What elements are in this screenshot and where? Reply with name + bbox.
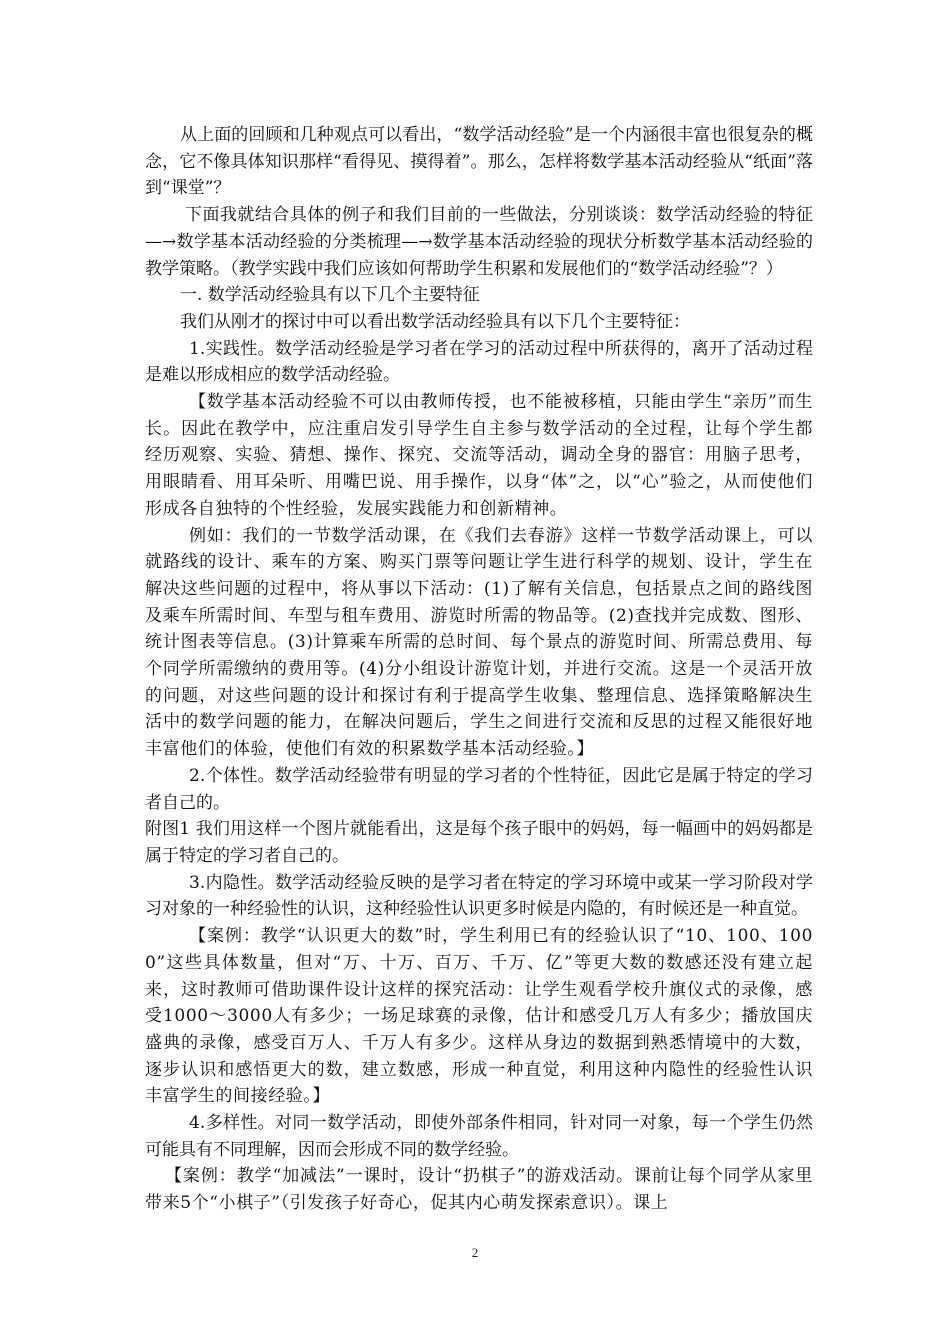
paragraph-practical-note: 【数学基本活动经验不可以由教师传授，也不能被移植，只能由学生“亲历”而生长。因此在教学中，应注重启发引导学生自主参与数学活动的全过程，让每个学生都经历观察、实验、猜想、操作、探究、交流等活动，调动全身的器官：用脑子思考，用眼睛看、用耳朵听、用嘴巴说、用手操作，以身“体”之，以“心”验之，从而使他们形成各自独特的个性经验，发展实践能力和创新精神。 xyxy=(145,392,813,519)
paragraph-intro: 从上面的回顾和几种观点可以看出，“数学活动经验”是一个内涵很丰富也很复杂的概念，它不像具体知识那样“看得见、摸得着”。那么，怎样将数学基本活动经验从“纸面”落到“课堂”？ xyxy=(145,125,813,199)
paragraph-features-lead: 我们从刚才的探讨中可以看出数学活动经验具有以下几个主要特征： xyxy=(180,311,690,332)
paragraph-figure-1: 附图1 我们用这样一个图片就能看出，这是每个孩子眼中的妈妈，每一幅画中的妈妈都是属于特定的学习者自己的。 xyxy=(145,819,813,866)
feature-individual: 2.个体性。数学活动经验带有明显的学习者的个性特征，因此它是属于特定的学习者自己的。 xyxy=(145,765,813,813)
feature-practical: 1.实践性。数学活动经验是学习者在学习的活动过程中所获得的，离开了活动过程是难以形成相应的数学活动经验。 xyxy=(145,338,813,386)
section-heading: 一. 数学活动经验具有以下几个主要特征 xyxy=(180,285,480,306)
paragraph-example-spring-trip: 例如：我们的一节数学活动课，在《我们去春游》这样一节数学活动课上，可以就路线的设计、乘车的方案、购买门票等问题让学生进行科学的规划、设计，学生在解决这些问题的过程中，将从事以下活动：(1)了解有关信息，包括景点之间的路线图及乘车所需时间、车型与租车费用、游览时所需的物品等。(2)查找并完成数、图形、统计图表等信息。(3)计算乘车所需的总时间、每个景点的游览时间、所需总费用、每个同学所需缴纳的费用等。(4)分小组设计游览计划，并进行交流。这是一个灵活开放的问题，对这些问题的设计和探讨有利于提高学生收集、整理信息、选择策略解决生活中的数学问题的能力，在解决问题后，学生之间进行交流和反思的过程又能很好地丰富他们的体验，使他们有效的积累数学基本活动经验。】 xyxy=(145,525,813,760)
page-number: 2 xyxy=(471,1245,479,1260)
paragraph-case-bigger-numbers: 【案例：教学“认识更大的数”时，学生利用已有的经验认识了“10、100、1000”这些具体数量，但对“万、十万、百万、千万、亿”等更大数的数感还没有建立起来，这时教师可借助课件设计这样的探究活动：让学生观看学校升旗仪式的录像，感受1000～3000人有多少；一场足球赛的录像，估计和感受几万人有多少；播放国庆盛典的录像，感受百万人、千万人有多少。这样从身边的数据到熟悉情境中的大数，逐步认识和感悟更大的数，建立数感，形成一种直觉，利用这种内隐性的经验性认识丰富学生的间接经验。】 xyxy=(145,926,813,1107)
feature-implicit: 3.内隐性。数学活动经验反映的是学习者在特定的学习环境中或某一学习阶段对学习对象的一种经验性的认识，这种经验性认识更多时候是内隐的，有时候还是一种直觉。 xyxy=(145,872,813,920)
document-body xyxy=(145,122,813,1217)
feature-diversity: 4.多样性。对同一数学活动，即使外部条件相同，针对同一对象，每一个学生仍然可能具有不同理解，因而会形成不同的数学经验。 xyxy=(145,1113,813,1160)
paragraph-case-addition-subtraction: 【案例：教学“加减法”一课时，设计“扔棋子”的游戏活动。课前让每个同学从家里带来5个“小棋子”（引发孩子好奇心，促其内心萌发探索意识）。课上 xyxy=(145,1166,813,1214)
paragraph-outline: 下面我就结合具体的例子和我们目前的一些做法，分别谈谈：数学活动经验的特征—→数学基本活动经验的分类梳理—→数学基本活动经验的现状分析数学基本活动经验的教学策略。（教学实践中我们应该如何帮助学生积累和发展他们的“数学活动经验”？） xyxy=(145,205,813,279)
